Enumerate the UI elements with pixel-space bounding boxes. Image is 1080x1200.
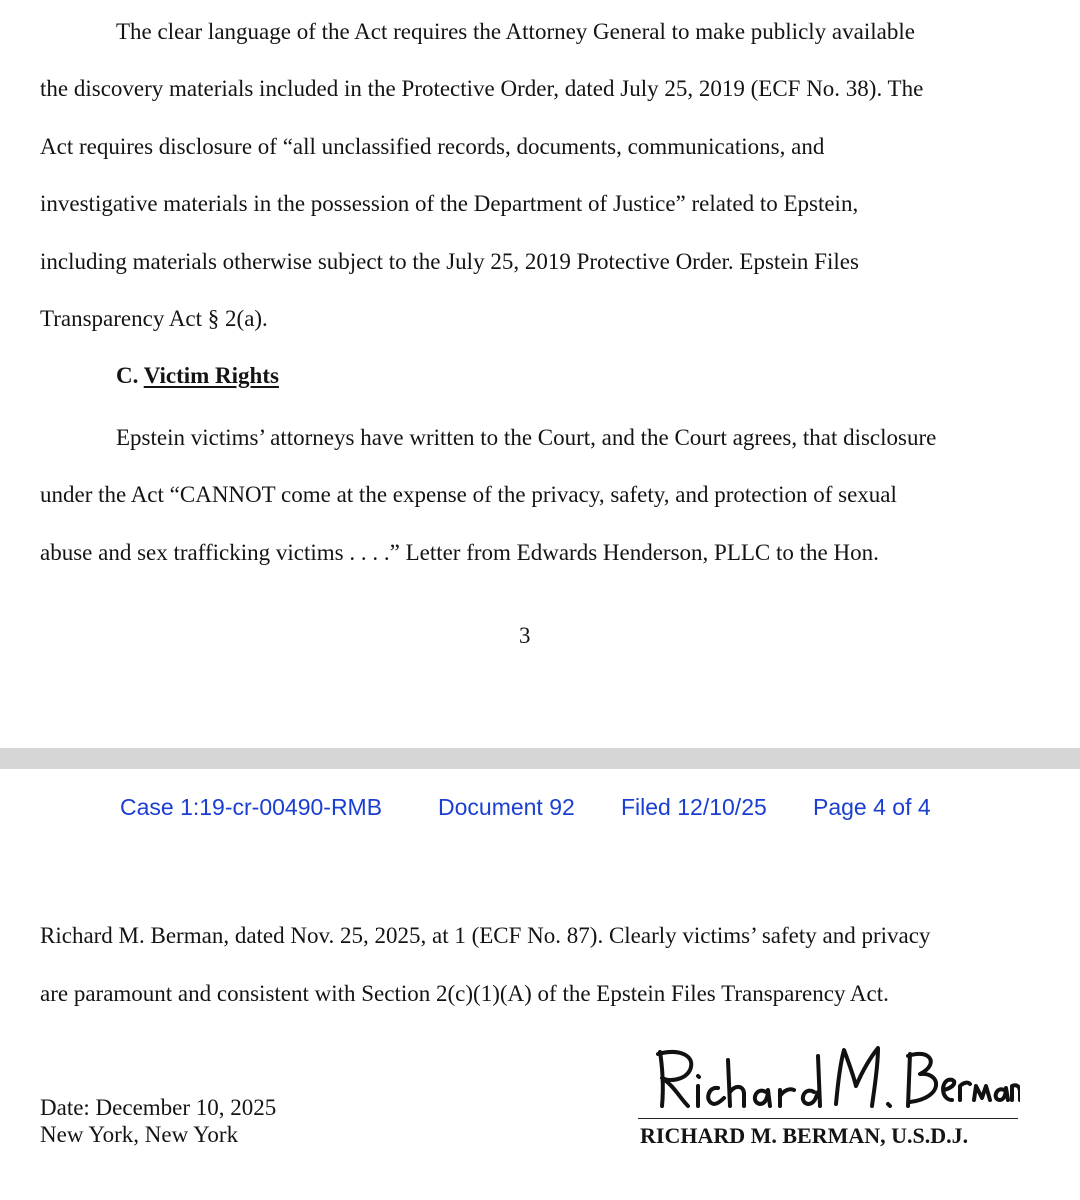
signature-image [640,1042,1020,1126]
case-number: Case 1:19-cr-00490-RMB [120,794,383,820]
paragraph-line: Act requires disclosure of “all unclassified records, documents, communications, and [40,134,825,159]
paragraph-line: including materials otherwise subject to the July 25, 2019 Protective Order. Epstein Files [40,249,859,274]
page-number: 3 [519,623,531,648]
section-title: Victim Rights [143,363,279,388]
paragraph-line: the discovery materials included in the Protective Order, dated July 25, 2019 (ECF No. 38). The [40,76,924,101]
filing-header [0,792,1080,822]
location-line: New York, New York [40,1122,239,1147]
page-indicator: Page 4 of 4 [813,794,931,820]
paragraph-line: under the Act “CANNOT come at the expense of the privacy, safety, and protection of sexual [40,482,897,507]
section-heading [116,362,279,390]
date-line: Date: December 10, 2025 [40,1095,277,1120]
signature-line [638,1118,1018,1119]
document-number: Document 92 [438,794,575,820]
section-letter: C. [116,363,139,388]
paragraph-line: investigative materials in the possession of the Department of Justice” related to Epstein, [40,191,859,216]
paragraph-line: Richard M. Berman, dated Nov. 25, 2025, at 1 (ECF No. 87). Clearly victims’ safety and privacy [40,923,931,948]
filed-date: Filed 12/10/25 [621,794,767,820]
paragraph-line: abuse and sex trafficking victims . . . .” Letter from Edwards Henderson, PLLC to the Hon. [40,540,879,565]
signer-name: RICHARD M. BERMAN, U.S.D.J. [640,1123,969,1148]
paragraph-line: Transparency Act § 2(a). [40,306,268,331]
paragraph-line: The clear language of the Act requires the Attorney General to make publicly available [116,19,915,44]
paragraph-line: Epstein victims’ attorneys have written to the Court, and the Court agrees, that disclosure [116,425,937,450]
paragraph-line: are paramount and consistent with Section 2(c)(1)(A) of the Epstein Files Transparency Act. [40,981,889,1006]
page-separator [0,748,1080,769]
